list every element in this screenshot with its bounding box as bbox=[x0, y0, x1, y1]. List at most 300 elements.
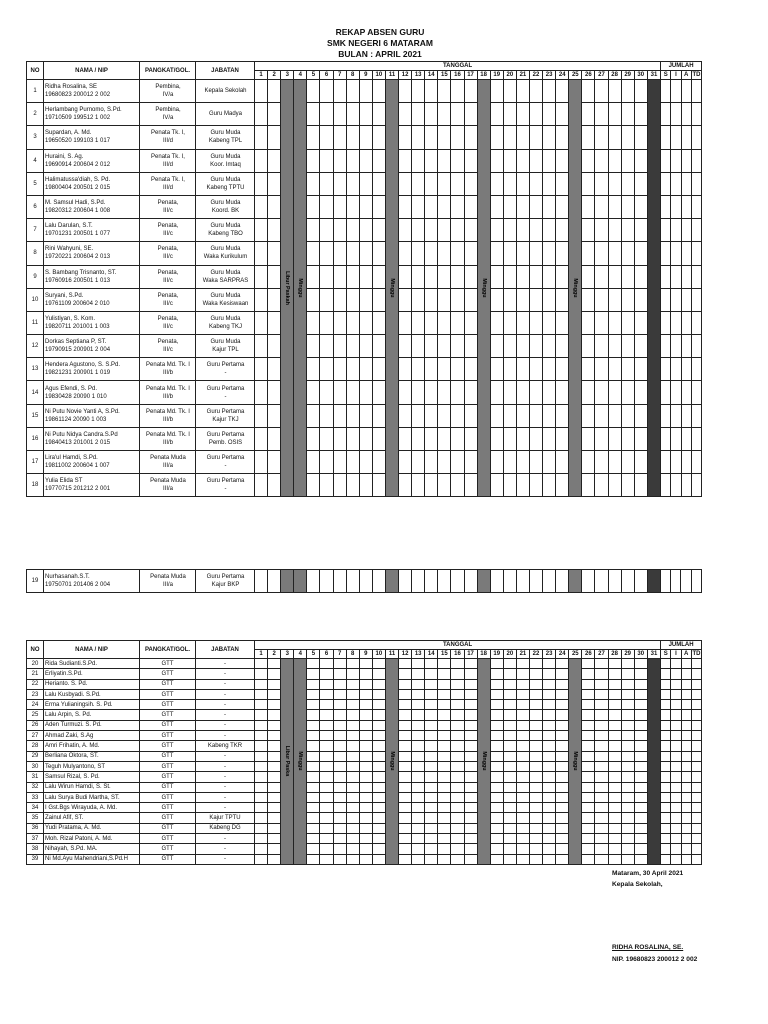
day-cell bbox=[516, 720, 529, 730]
day-cell bbox=[634, 242, 647, 265]
day-cell bbox=[621, 813, 634, 823]
day-cell bbox=[516, 335, 529, 358]
row-number: 29 bbox=[27, 751, 44, 761]
teacher-cell bbox=[44, 172, 140, 195]
day-cell bbox=[255, 427, 268, 450]
day-cell bbox=[425, 427, 438, 450]
day-cell bbox=[556, 731, 569, 741]
day-cell bbox=[438, 149, 451, 172]
day-cell bbox=[372, 710, 385, 720]
rank-cell bbox=[140, 381, 196, 404]
teacher-nip: 19820312 200604 1 008 bbox=[45, 208, 111, 215]
position-title: Guru Pertama bbox=[206, 455, 245, 462]
day-cell bbox=[412, 103, 425, 126]
day-cell bbox=[268, 172, 281, 195]
day-cell bbox=[320, 474, 333, 497]
day-cell bbox=[490, 854, 503, 864]
day-cell bbox=[490, 792, 503, 802]
rank-grade: III/d bbox=[162, 161, 173, 168]
day-cell bbox=[621, 679, 634, 689]
day-cell bbox=[438, 427, 451, 450]
day-cell bbox=[255, 311, 268, 334]
day-cell bbox=[307, 659, 320, 669]
day-cell bbox=[333, 659, 346, 669]
day-cell bbox=[595, 782, 608, 792]
day-cell bbox=[346, 427, 359, 450]
day-cell bbox=[307, 149, 320, 172]
row-number: 8 bbox=[27, 242, 44, 265]
day-cell bbox=[255, 669, 268, 679]
day-cell bbox=[621, 219, 634, 242]
day-cell bbox=[543, 474, 556, 497]
position-detail: Kabeng TKJ bbox=[209, 323, 242, 330]
day-cell bbox=[346, 772, 359, 782]
position-cell: - bbox=[196, 731, 255, 741]
position-detail: - bbox=[224, 370, 227, 377]
table-row bbox=[27, 80, 702, 103]
teacher-name: Halimatussa'diah, S. Pd. bbox=[45, 176, 111, 183]
day-cell bbox=[529, 731, 542, 741]
day-cell bbox=[438, 813, 451, 823]
day-cell bbox=[372, 679, 385, 689]
total-cell bbox=[691, 720, 701, 730]
day-cell bbox=[529, 792, 542, 802]
total-cell bbox=[661, 803, 671, 813]
col-no-header: NO bbox=[27, 62, 44, 80]
day-cell bbox=[582, 335, 595, 358]
day-number: 9 bbox=[359, 650, 372, 659]
day-cell bbox=[490, 823, 503, 833]
total-cell bbox=[691, 659, 701, 669]
total-cell bbox=[681, 570, 691, 593]
day-cell bbox=[307, 710, 320, 720]
day-cell bbox=[372, 669, 385, 679]
day-cell bbox=[320, 782, 333, 792]
day-cell bbox=[333, 219, 346, 242]
day-cell bbox=[346, 854, 359, 864]
day-cell bbox=[556, 823, 569, 833]
table-row bbox=[27, 358, 702, 381]
day-cell bbox=[399, 149, 412, 172]
table-row bbox=[27, 689, 702, 699]
total-cell bbox=[671, 751, 681, 761]
rank-title: Pembina, bbox=[155, 107, 181, 114]
day-cell bbox=[320, 854, 333, 864]
day-cell bbox=[556, 813, 569, 823]
rank-cell: GTT bbox=[140, 834, 196, 844]
day-cell bbox=[516, 741, 529, 751]
total-cell bbox=[661, 659, 671, 669]
day-cell bbox=[333, 358, 346, 381]
position-detail: Waka SARPRAS bbox=[202, 277, 249, 284]
day-cell bbox=[464, 265, 477, 288]
row-number: 14 bbox=[27, 381, 44, 404]
day-cell bbox=[412, 700, 425, 710]
day-cell bbox=[412, 669, 425, 679]
rank-title: Penata, bbox=[157, 315, 179, 322]
day-cell bbox=[503, 311, 516, 334]
day-cell bbox=[320, 80, 333, 103]
day-cell bbox=[595, 751, 608, 761]
rank-title: Penata Tk. I, bbox=[151, 176, 185, 183]
day-cell bbox=[529, 659, 542, 669]
day-cell bbox=[438, 451, 451, 474]
rank-title: Penata Tk. I, bbox=[151, 130, 185, 137]
day-number: 21 bbox=[516, 71, 529, 80]
day-number: 15 bbox=[438, 71, 451, 80]
rank-cell bbox=[140, 172, 196, 195]
day-cell bbox=[320, 219, 333, 242]
teacher-name bbox=[44, 669, 140, 679]
total-cell bbox=[661, 288, 671, 311]
day-number: 1 bbox=[255, 71, 268, 80]
day-cell bbox=[268, 803, 281, 813]
table-row bbox=[27, 570, 702, 593]
day-cell bbox=[634, 80, 647, 103]
position-title: Guru Pertama bbox=[206, 574, 245, 580]
day-cell bbox=[320, 381, 333, 404]
day-cell bbox=[503, 451, 516, 474]
teacher-cell bbox=[44, 195, 140, 218]
day-cell bbox=[412, 710, 425, 720]
day-cell bbox=[464, 731, 477, 741]
total-col-label: S bbox=[661, 650, 671, 659]
day-cell bbox=[529, 669, 542, 679]
day-cell bbox=[372, 265, 385, 288]
day-cell bbox=[255, 335, 268, 358]
row-number: 20 bbox=[27, 659, 44, 669]
day-number: 10 bbox=[372, 71, 385, 80]
position-cell: Kabeng TKR bbox=[196, 741, 255, 751]
day-cell bbox=[255, 570, 268, 593]
day-cell bbox=[503, 792, 516, 802]
day-cell bbox=[359, 427, 372, 450]
day-cell bbox=[529, 474, 542, 497]
day-cell bbox=[399, 772, 412, 782]
day-cell bbox=[412, 823, 425, 833]
day-cell bbox=[490, 80, 503, 103]
day-cell bbox=[425, 741, 438, 751]
day-cell bbox=[320, 823, 333, 833]
day-cell bbox=[359, 761, 372, 771]
table-row bbox=[27, 751, 702, 761]
day-cell-off bbox=[294, 570, 307, 593]
day-cell bbox=[621, 358, 634, 381]
day-cell bbox=[464, 854, 477, 864]
total-cell bbox=[661, 741, 671, 751]
total-cell bbox=[671, 265, 681, 288]
day-cell bbox=[399, 335, 412, 358]
day-cell bbox=[529, 700, 542, 710]
day-cell bbox=[634, 751, 647, 761]
position-title: Kepala Sekolah bbox=[204, 88, 247, 95]
day-cell bbox=[529, 219, 542, 242]
table-row bbox=[27, 803, 702, 813]
day-cell bbox=[320, 427, 333, 450]
day-cell bbox=[621, 700, 634, 710]
teacher-name: Agus Efendi, S. Pd. bbox=[45, 385, 98, 392]
day-cell bbox=[307, 772, 320, 782]
teacher-nip: 19821231 200901 1 019 bbox=[45, 370, 111, 377]
day-cell bbox=[582, 823, 595, 833]
day-cell bbox=[529, 813, 542, 823]
day-cell bbox=[451, 335, 464, 358]
day-cell bbox=[582, 710, 595, 720]
day-cell-off bbox=[385, 659, 398, 865]
teacher-name: M. Samsul Hadi, S.Pd. bbox=[45, 200, 106, 207]
day-cell bbox=[595, 803, 608, 813]
day-cell bbox=[595, 741, 608, 751]
day-cell bbox=[543, 792, 556, 802]
day-cell bbox=[556, 358, 569, 381]
col-no-header: NO bbox=[27, 641, 44, 659]
rank-cell: GTT bbox=[140, 720, 196, 730]
day-cell bbox=[503, 844, 516, 854]
teacher-name bbox=[44, 772, 140, 782]
day-cell bbox=[268, 570, 281, 593]
rank-cell bbox=[140, 335, 196, 358]
day-cell bbox=[464, 288, 477, 311]
day-cell bbox=[543, 803, 556, 813]
total-cell bbox=[671, 358, 681, 381]
total-cell bbox=[671, 404, 681, 427]
day-cell bbox=[621, 772, 634, 782]
day-cell bbox=[595, 195, 608, 218]
day-number: 13 bbox=[412, 71, 425, 80]
day-number: 4 bbox=[294, 650, 307, 659]
day-cell bbox=[268, 844, 281, 854]
day-cell bbox=[556, 451, 569, 474]
day-cell bbox=[529, 427, 542, 450]
day-cell bbox=[412, 404, 425, 427]
rank-cell: GTT bbox=[140, 741, 196, 751]
day-cell bbox=[372, 844, 385, 854]
day-number: 20 bbox=[503, 650, 516, 659]
day-cell bbox=[268, 149, 281, 172]
teacher-name bbox=[44, 741, 140, 751]
table-row bbox=[27, 659, 702, 669]
teacher-name-text: Rida Sudianti.S.Pd. bbox=[45, 660, 98, 667]
day-cell bbox=[320, 731, 333, 741]
row-number: 3 bbox=[27, 126, 44, 149]
day-cell bbox=[621, 288, 634, 311]
table-row bbox=[27, 669, 702, 679]
position-cell bbox=[196, 570, 255, 593]
day-cell bbox=[412, 149, 425, 172]
day-cell bbox=[543, 731, 556, 741]
total-cell bbox=[691, 149, 701, 172]
total-cell bbox=[691, 404, 701, 427]
day-cell bbox=[425, 823, 438, 833]
day-cell bbox=[372, 219, 385, 242]
day-cell bbox=[333, 792, 346, 802]
teacher-name bbox=[44, 720, 140, 730]
total-cell bbox=[681, 731, 691, 741]
attendance-table-honorary bbox=[26, 640, 702, 865]
position-cell bbox=[196, 149, 255, 172]
day-cell bbox=[634, 761, 647, 771]
day-cell bbox=[359, 700, 372, 710]
day-number: 31 bbox=[647, 71, 660, 80]
day-number: 6 bbox=[320, 650, 333, 659]
day-cell bbox=[608, 570, 621, 593]
total-cell bbox=[671, 679, 681, 689]
col-total-header: JUMLAH bbox=[661, 641, 702, 650]
day-cell bbox=[490, 679, 503, 689]
day-cell bbox=[582, 731, 595, 741]
day-cell bbox=[595, 103, 608, 126]
day-cell bbox=[608, 451, 621, 474]
rank-title: Penata Muda bbox=[150, 478, 186, 485]
position-cell: - bbox=[196, 854, 255, 864]
position-cell: - bbox=[196, 710, 255, 720]
day-cell bbox=[412, 772, 425, 782]
day-cell bbox=[255, 844, 268, 854]
day-cell bbox=[255, 751, 268, 761]
day-cell bbox=[372, 126, 385, 149]
day-number: 26 bbox=[582, 71, 595, 80]
total-cell bbox=[661, 813, 671, 823]
rank-cell: GTT bbox=[140, 854, 196, 864]
total-cell bbox=[691, 265, 701, 288]
day-cell bbox=[438, 659, 451, 669]
position-cell bbox=[196, 195, 255, 218]
day-cell-off bbox=[281, 80, 294, 497]
day-cell bbox=[543, 823, 556, 833]
day-cell bbox=[333, 265, 346, 288]
day-number: 29 bbox=[621, 650, 634, 659]
day-cell bbox=[320, 358, 333, 381]
table-row bbox=[27, 823, 702, 833]
day-cell bbox=[307, 720, 320, 730]
day-cell bbox=[412, 358, 425, 381]
day-cell bbox=[425, 782, 438, 792]
rank-title: Penata Md. Tk. I bbox=[146, 385, 190, 392]
row-number: 32 bbox=[27, 782, 44, 792]
teacher-nip: 19830428 20090 1 010 bbox=[45, 393, 107, 400]
day-cell bbox=[608, 751, 621, 761]
total-cell bbox=[671, 195, 681, 218]
day-cell bbox=[399, 195, 412, 218]
day-number: 21 bbox=[516, 650, 529, 659]
total-cell bbox=[681, 80, 691, 103]
total-cell bbox=[681, 335, 691, 358]
rank-grade: III/c bbox=[163, 231, 173, 238]
day-cell bbox=[412, 844, 425, 854]
day-cell bbox=[503, 80, 516, 103]
day-cell bbox=[346, 751, 359, 761]
teacher-nip: 19701231 200501 1 077 bbox=[45, 231, 111, 238]
day-cell bbox=[516, 149, 529, 172]
teacher-name-text: Amri Frihatin, A. Md. bbox=[45, 743, 100, 750]
position-title: Guru Pertama bbox=[206, 478, 245, 485]
day-cell bbox=[372, 772, 385, 782]
day-cell bbox=[608, 265, 621, 288]
day-cell bbox=[438, 772, 451, 782]
day-cell-off bbox=[647, 80, 660, 497]
day-cell bbox=[268, 813, 281, 823]
total-cell bbox=[661, 172, 671, 195]
day-cell bbox=[359, 772, 372, 782]
day-cell bbox=[255, 834, 268, 844]
day-cell bbox=[255, 761, 268, 771]
total-cell bbox=[681, 358, 691, 381]
position-detail: Kajur TKJ bbox=[212, 416, 239, 423]
position-title: Guru Muda bbox=[210, 176, 241, 183]
total-cell bbox=[691, 358, 701, 381]
day-cell bbox=[556, 772, 569, 782]
day-cell bbox=[464, 751, 477, 761]
day-cell bbox=[543, 570, 556, 593]
day-cell bbox=[503, 782, 516, 792]
day-cell bbox=[372, 689, 385, 699]
rank-grade: III/c bbox=[163, 323, 173, 330]
teacher-nip: 19710509 199512 1 002 bbox=[45, 115, 111, 122]
day-cell bbox=[529, 679, 542, 689]
day-cell bbox=[490, 751, 503, 761]
day-cell bbox=[372, 149, 385, 172]
teacher-name bbox=[44, 803, 140, 813]
day-cell bbox=[333, 782, 346, 792]
position-cell: - bbox=[196, 844, 255, 854]
day-cell bbox=[582, 265, 595, 288]
day-cell bbox=[595, 404, 608, 427]
total-cell bbox=[661, 451, 671, 474]
day-cell bbox=[333, 844, 346, 854]
day-cell bbox=[634, 265, 647, 288]
day-cell bbox=[372, 741, 385, 751]
day-cell bbox=[412, 311, 425, 334]
teacher-name bbox=[44, 844, 140, 854]
teacher-cell bbox=[44, 265, 140, 288]
teacher-nip: 19680823 200012 2 002 bbox=[45, 92, 111, 99]
day-cell bbox=[333, 126, 346, 149]
day-cell bbox=[359, 782, 372, 792]
day-cell bbox=[320, 103, 333, 126]
day-cell bbox=[595, 844, 608, 854]
day-number: 20 bbox=[503, 71, 516, 80]
rank-cell: GTT bbox=[140, 813, 196, 823]
day-cell bbox=[425, 803, 438, 813]
day-cell bbox=[621, 451, 634, 474]
day-cell bbox=[582, 792, 595, 802]
total-cell bbox=[681, 451, 691, 474]
day-cell bbox=[490, 172, 503, 195]
day-cell bbox=[595, 242, 608, 265]
position-cell bbox=[196, 311, 255, 334]
total-cell bbox=[691, 700, 701, 710]
total-cell bbox=[671, 844, 681, 854]
day-cell bbox=[621, 474, 634, 497]
day-cell-off bbox=[569, 659, 582, 865]
day-cell bbox=[307, 265, 320, 288]
day-cell-off bbox=[569, 570, 582, 593]
day-cell bbox=[543, 427, 556, 450]
day-cell bbox=[595, 679, 608, 689]
day-cell bbox=[412, 720, 425, 730]
day-number: 26 bbox=[582, 650, 595, 659]
day-cell bbox=[399, 792, 412, 802]
teacher-name-text: Herianto. S. Pd. bbox=[45, 681, 88, 688]
day-cell bbox=[320, 710, 333, 720]
day-cell bbox=[529, 195, 542, 218]
teacher-nip: 19720221 200604 2 013 bbox=[45, 254, 111, 261]
day-cell bbox=[634, 700, 647, 710]
day-cell bbox=[399, 710, 412, 720]
rank-cell: GTT bbox=[140, 689, 196, 699]
total-cell bbox=[691, 772, 701, 782]
position-cell bbox=[196, 381, 255, 404]
